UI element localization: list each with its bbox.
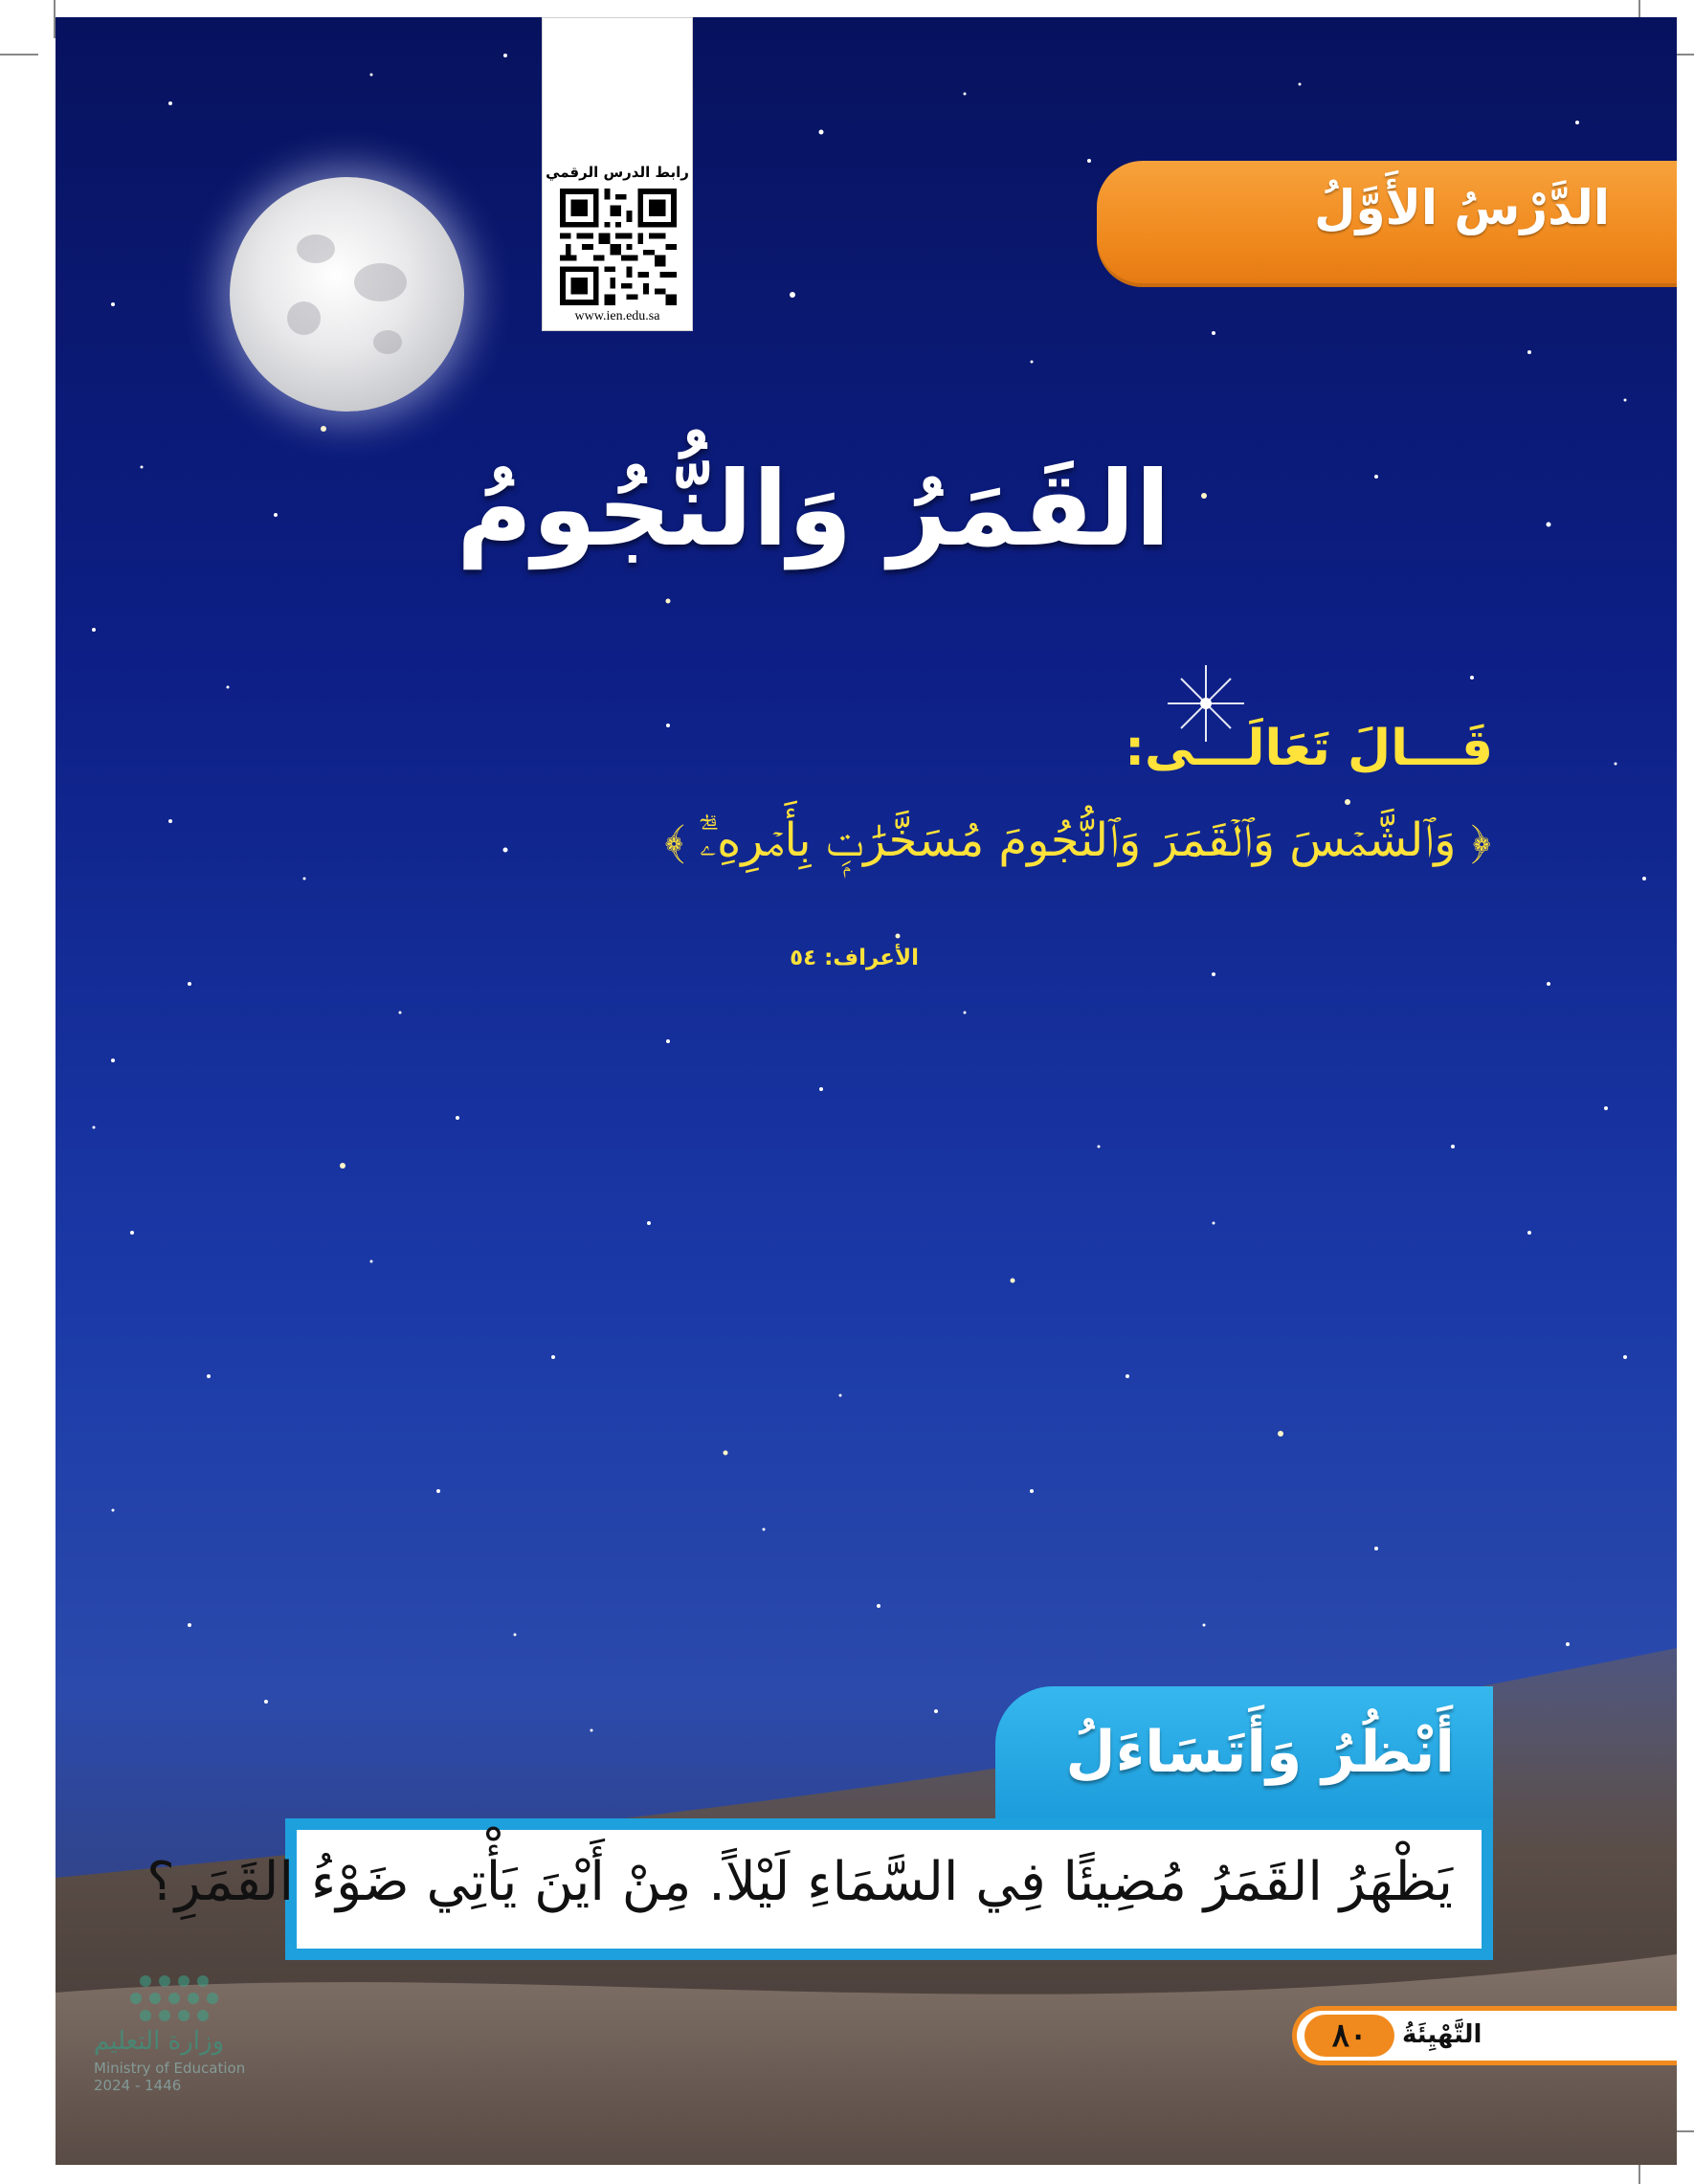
qr-panel [542, 17, 693, 331]
crop-mark [0, 54, 38, 56]
full-moon-image [230, 177, 464, 412]
verse-intro: قَـــالَ تَعَالَـــى: [1125, 720, 1493, 777]
page-title: القَمَرُ وَالنُّجُومُ [457, 450, 1170, 569]
qr-code-icon[interactable] [560, 189, 677, 305]
ministry-name: وزارة التعليم [94, 2027, 225, 2056]
lesson-label: الدَّرْسُ الأَوَّلُ [1314, 180, 1610, 235]
qr-url[interactable]: www.ien.edu.sa [574, 309, 660, 323]
question-box [146, 1818, 1493, 1960]
observe-label: أَنْظُرُ وَأَتَسَاءَلُ [1065, 1719, 1455, 1786]
verse-reference: الأعراف: ٥٤ [790, 946, 919, 970]
question-text: يَظْهَرُ القَمَرُ مُضِيئًا فِي السَّمَاءِ لَيْلاً. مِنْ أَيْنَ يَأْتِي ضَوْءُ القَمَرِ؟ [146, 1851, 1453, 1913]
page-number: ٨٠ [1304, 2015, 1394, 2057]
ministry-name-en: Ministry of Education [94, 2060, 246, 2077]
unit-label: التَّهْيِئَةُ [1402, 2020, 1482, 2049]
qr-caption: رابط الدرس الرقمي [546, 164, 689, 181]
quran-verse: ﴿ وَٱلشَّمۡسَ وَٱلۡقَمَرَ وَٱلنُّجُومَ مُسَخَّرَٰتِۭ بِأَمۡرِهِۦٓۗ ﴾ [664, 813, 1491, 867]
page-footer [1292, 2006, 1677, 2065]
ministry-year: 2024 - 1446 [94, 2077, 182, 2094]
lesson-badge [1097, 161, 1677, 287]
observe-section-tab [995, 1686, 1493, 1830]
